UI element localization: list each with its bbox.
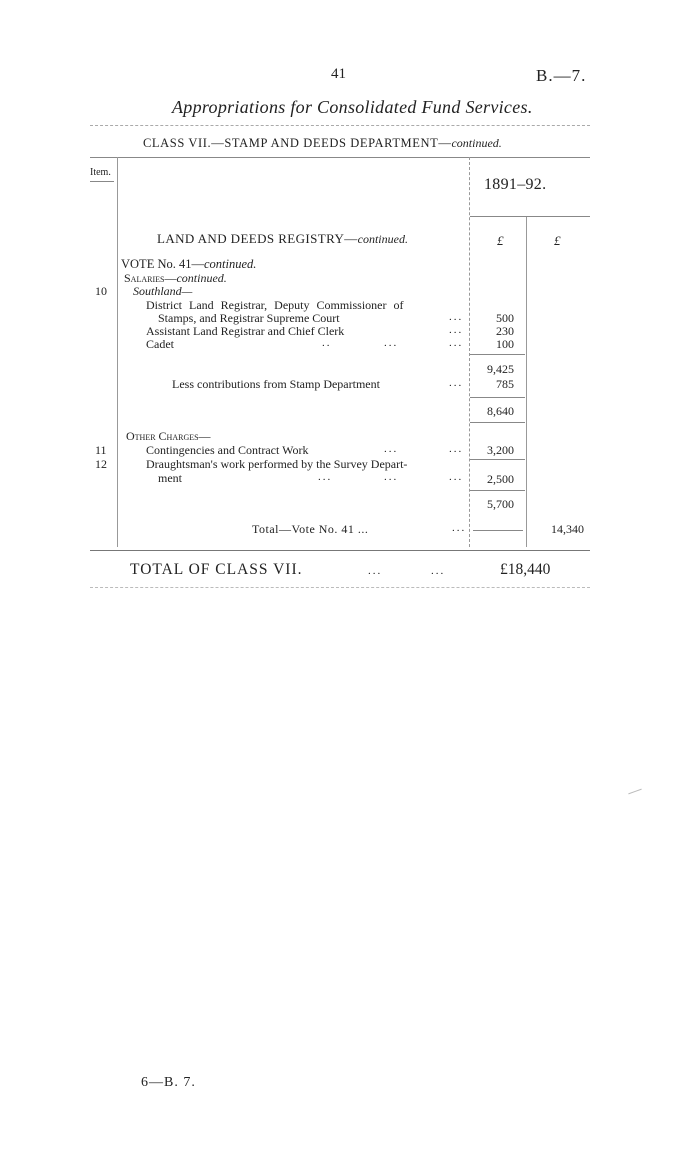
salaries-subtotal: 9,425 — [487, 362, 514, 376]
row-contingencies-leader-a: ... — [384, 443, 399, 455]
table-bottom-rule — [90, 550, 590, 551]
section-title-main: LAND AND DEEDS REGISTRY— — [157, 231, 358, 246]
row-district-registrar-value: 500 — [496, 311, 514, 325]
salaries-label: Salaries— — [124, 271, 177, 285]
page-reference: B.—7. — [536, 66, 587, 85]
inner-amount-divider — [526, 216, 527, 547]
section-title-suffix: continued. — [357, 232, 408, 246]
vote-heading — [121, 257, 256, 272]
title-rule — [90, 125, 590, 126]
page-title: Appropriations for Consolidated Fund Services. — [172, 97, 533, 117]
row-district-registrar-line1: District Land Registrar, Deputy Commissioner of — [146, 298, 404, 312]
item-number: 11 — [95, 443, 107, 457]
vote-suffix: continued. — [203, 257, 257, 271]
class-heading — [143, 136, 502, 151]
class-total-leader-a: ... — [368, 565, 383, 577]
row-draughtsman-line2: ment — [158, 471, 182, 485]
class-total-rule — [90, 587, 590, 588]
class-heading-suffix: continued. — [451, 136, 502, 150]
row-cadet-leader-b: ... — [384, 337, 399, 349]
table-top-rule — [90, 157, 590, 158]
pound-header-col1: £ — [497, 233, 504, 248]
total-vote-dash — [473, 530, 523, 531]
item-header-underline — [90, 181, 114, 182]
vote-label: VOTE No. 41— — [121, 257, 204, 271]
less-contributions-value: 785 — [496, 377, 514, 391]
subtotal-rule — [470, 354, 525, 355]
net-rule-bottom — [470, 422, 525, 423]
year-underline — [470, 216, 590, 217]
row-assistant-registrar: Assistant Land Registrar and Chief Clerk — [146, 324, 345, 338]
pound-header-col2: £ — [554, 233, 561, 248]
row-contingencies-value: 3,200 — [487, 443, 514, 457]
less-contributions-leader: ... — [449, 377, 464, 389]
other-charges-total: 5,700 — [487, 497, 514, 511]
row-cadet-value: 100 — [496, 337, 514, 351]
row-district-registrar-leader: ... — [449, 311, 464, 323]
total-vote-value: 14,340 — [551, 522, 584, 536]
item-column-divider — [117, 157, 118, 547]
row-district-registrar-line2: Stamps, and Registrar Supreme Court — [158, 311, 340, 325]
class-total-amount: £18,440 — [500, 561, 551, 578]
other-charges-heading: Other Charges— — [126, 429, 211, 443]
section-title — [157, 231, 408, 247]
stray-mark — [628, 789, 641, 795]
row-contingencies-leader-b: ... — [449, 443, 464, 455]
class-total-leader-b: ... — [431, 565, 446, 577]
page-number: 41 — [331, 66, 346, 82]
item-number: 10 — [95, 284, 107, 298]
item-column-header: Item. — [90, 167, 111, 178]
row-contingencies: Contingencies and Contract Work — [146, 443, 309, 457]
row-draughtsman-value: 2,500 — [487, 472, 514, 486]
southland-heading: Southland— — [133, 284, 193, 298]
row-draughtsman-leader-b: ... — [384, 471, 399, 483]
row-cadet: Cadet — [146, 337, 174, 351]
net-salaries-value: 8,640 — [487, 404, 514, 418]
total-vote-leader: ... — [452, 522, 467, 534]
other-total-rule — [470, 490, 525, 491]
year-header: 1891–92. — [484, 176, 547, 193]
footer-signature: 6—B. 7. — [141, 1075, 196, 1090]
row-draughtsman-line1: Draughtsman's work performed by the Survey Depart- — [146, 457, 408, 471]
item-number: 12 — [95, 457, 107, 471]
row-assistant-registrar-leader: ... — [449, 324, 464, 336]
row-draughtsman-leader-c: ... — [449, 471, 464, 483]
class-total-label: TOTAL OF CLASS VII. — [130, 561, 303, 578]
less-contributions-label: Less contributions from Stamp Department — [172, 377, 380, 391]
row-draughtsman-leader-a: ... — [318, 471, 333, 483]
row-cadet-leader-c: ... — [449, 337, 464, 349]
row-assistant-registrar-value: 230 — [496, 324, 514, 338]
total-vote-label: Total—Vote No. 41 ... — [252, 522, 369, 536]
row-cadet-leader-a: .. — [322, 337, 332, 349]
net-rule-top — [470, 397, 525, 398]
row-separator — [470, 459, 525, 460]
class-heading-main: CLASS VII.—STAMP AND DEEDS DEPARTMENT— — [143, 136, 452, 150]
salaries-suffix: continued. — [176, 271, 227, 285]
